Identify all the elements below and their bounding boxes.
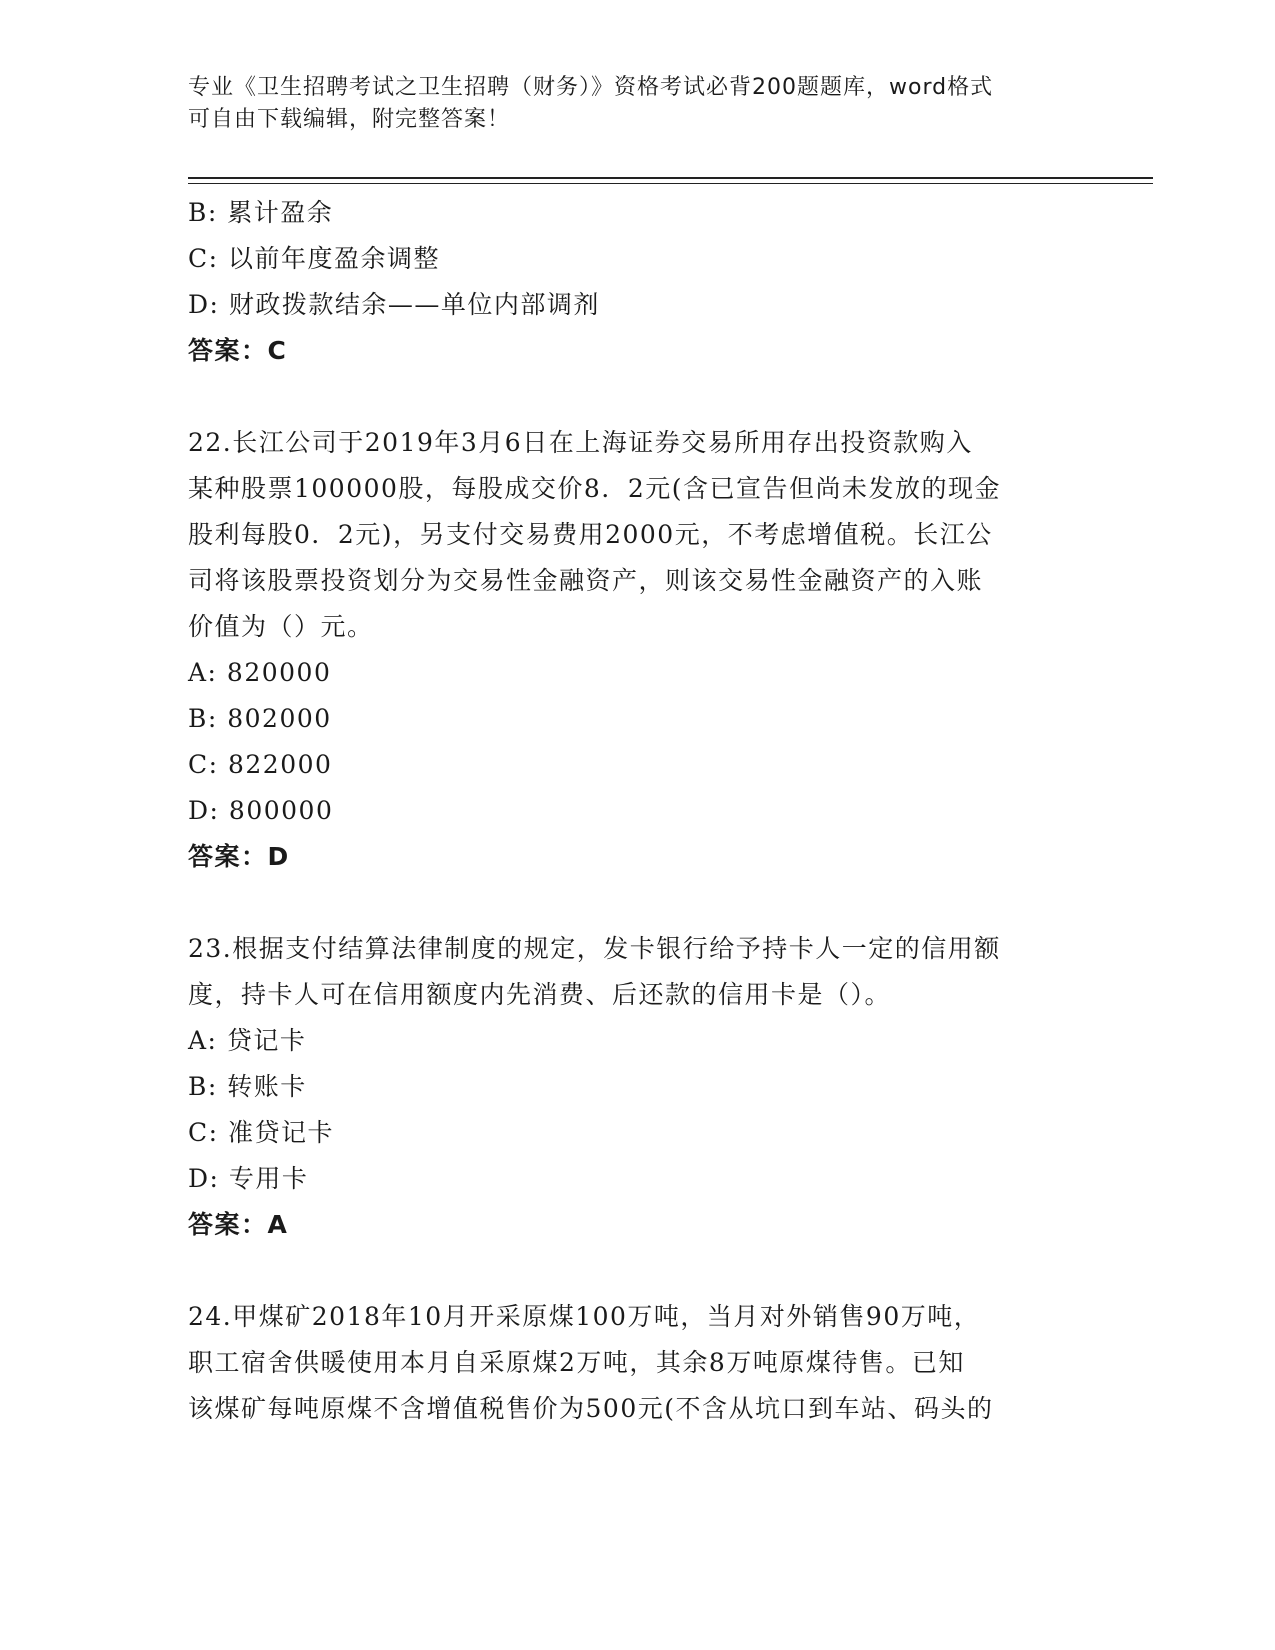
question-block-23 [188, 926, 1068, 1248]
document-body [188, 190, 1068, 1432]
option-b: B: 转账卡 [188, 1072, 307, 1101]
header-rule-thin [188, 183, 1153, 184]
option-d: D: 财政拨款结余——单位内部调剂 [188, 290, 600, 319]
option-a: A: 820000 [188, 658, 332, 687]
answer-line: 答案：D [188, 842, 290, 871]
header-line-1: 专业《卫生招聘考试之卫生招聘（财务）》资格考试必背200题题库，word格式 [188, 75, 994, 100]
option-d: D: 800000 [188, 796, 334, 825]
option-c: C: 以前年度盈余调整 [188, 244, 440, 273]
question-text-line: 股利每股0．2元)，另支付交易费用2000元，不考虑增值税。长江公 [188, 520, 993, 549]
option-c: C: 822000 [188, 750, 333, 779]
option-d: D: 专用卡 [188, 1164, 309, 1193]
question-text-line: 23.根据支付结算法律制度的规定，发卡银行给予持卡人一定的信用额 [188, 934, 1001, 963]
question-text-line: 司将该股票投资划分为交易性金融资产，则该交易性金融资产的入账 [188, 566, 984, 595]
question-text-line: 度，持卡人可在信用额度内先消费、后还款的信用卡是（）。 [188, 980, 892, 1009]
question-block-22 [188, 420, 1068, 880]
question-text-line: 某种股票100000股，每股成交价8．2元(含已宣告但尚未发放的现金 [188, 474, 1002, 503]
question-text-line: 该煤矿每吨原煤不含增值税售价为500元(不含从坑口到车站、码头的 [188, 1394, 994, 1423]
header-line-2: 可自由下载编辑，附完整答案！ [188, 107, 511, 132]
question-text-line: 24.甲煤矿2018年10月开采原煤100万吨，当月对外销售90万吨， [188, 1302, 981, 1331]
option-b: B: 累计盈余 [188, 198, 334, 227]
question-text-line: 22.长江公司于2019年3月6日在上海证券交易所用存出投资款购入 [188, 428, 973, 457]
option-a: A: 贷记卡 [188, 1026, 307, 1055]
answer-line: 答案：C [188, 336, 288, 365]
document-header [188, 72, 1068, 136]
header-rule-thick [188, 177, 1153, 179]
question-text-line: 价值为（）元。 [188, 612, 374, 641]
question-block-prev [188, 190, 1068, 374]
option-c: C: 准贷记卡 [188, 1118, 334, 1147]
question-text-line: 职工宿舍供暖使用本月自采原煤2万吨，其余8万吨原煤待售。已知 [188, 1348, 965, 1377]
question-block-24 [188, 1294, 1068, 1432]
option-b: B: 802000 [188, 704, 332, 733]
answer-line: 答案：A [188, 1210, 289, 1239]
